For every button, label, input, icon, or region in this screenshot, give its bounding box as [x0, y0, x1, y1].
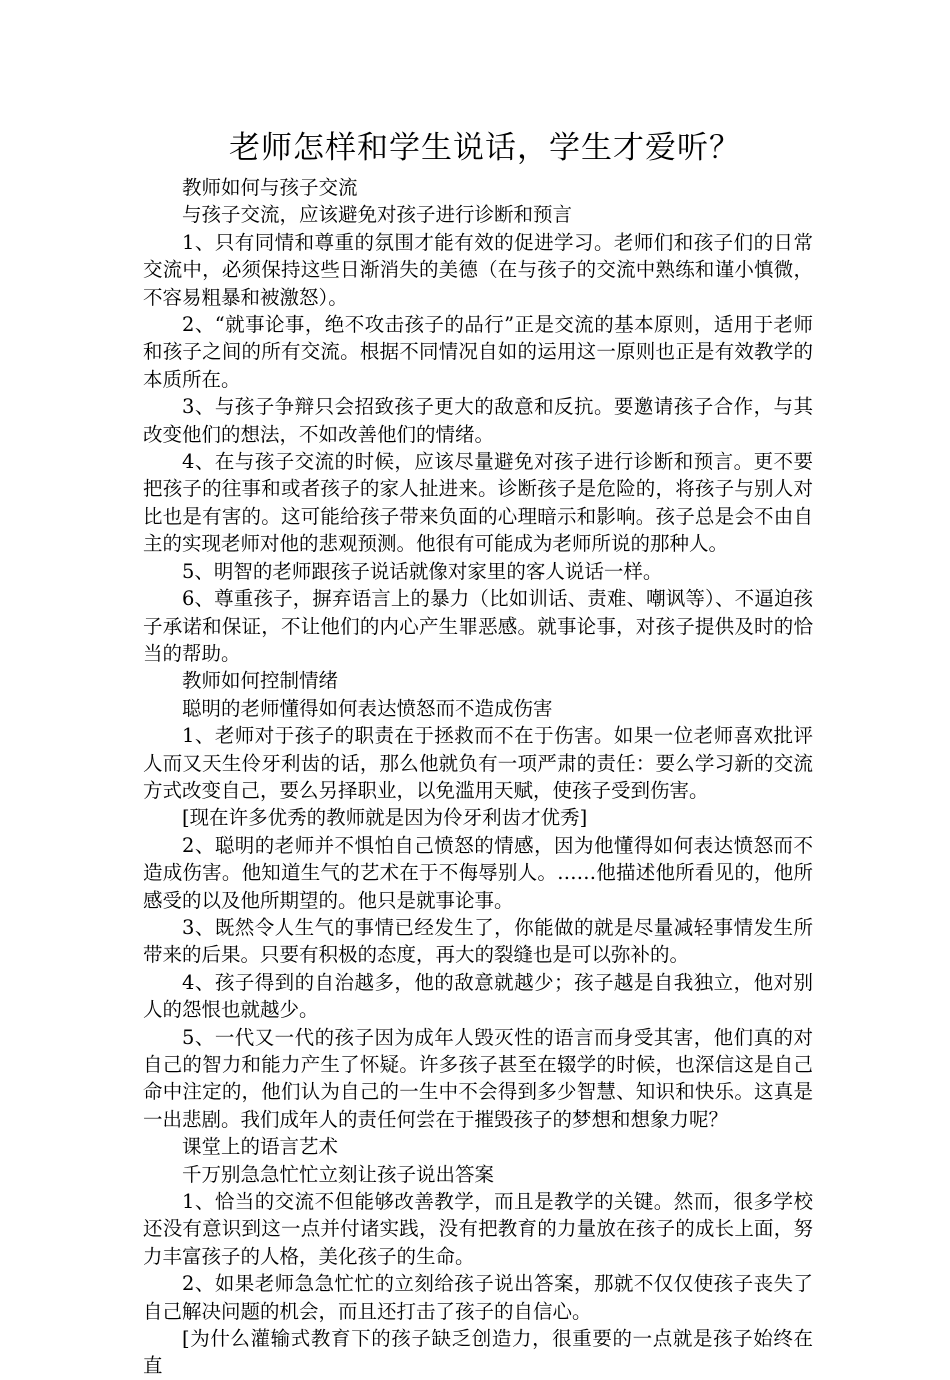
section-heading: 教师如何与孩子交流	[182, 176, 358, 199]
paragraph: 1、老师对于孩子的职责在于拯救而不在于伤害。如果一位老师喜欢批评人而又天生伶牙利齿的话，那么他就负有一项严肃的责任：要么学习新的交流方式改变自己，要么另择职业，以免滥用天赋，使孩子受到伤害。	[143, 724, 813, 802]
document-body	[143, 174, 813, 1380]
paragraph: 2、如果老师急急忙忙的立刻给孩子说出答案，那就不仅仅使孩子丧失了自己解决问题的机会，而且还打击了孩子的自信心。	[143, 1272, 813, 1323]
paragraph: 4、孩子得到的自治越多，他的敌意就越少；孩子越是自我独立，他对别人的怨恨也就越少。	[143, 970, 813, 1022]
paragraph: 5、明智的老师跟孩子说话就像对家里的客人说话一样。	[182, 559, 663, 583]
paragraph: 1、恰当的交流不但能够改善教学，而且是教学的关键。然而，很多学校还没有意识到这一点并付诸实践，没有把教育的力量放在孩子的成长上面，努力丰富孩子的人格，美化孩子的生命。	[143, 1190, 813, 1268]
subheading: 千万别急急忙忙立刻让孩子说出答案	[182, 1162, 495, 1186]
paragraph: 1、只有同情和尊重的氛围才能有效的促进学习。老师们和孩子们的日常交流中，必须保持这些日渐消失的美德（在与孩子的交流中熟练和谨小慎微，不容易粗暴和被激怒）。	[143, 230, 813, 309]
paragraph: 2、“就事论事，绝不攻击孩子的品行”正是交流的基本原则，适用于老师和孩子之间的所有交流。根据不同情况自如的运用这一原则也正是有效教学的本质所在。	[143, 313, 813, 391]
subheading: 聪明的老师懂得如何表达愤怒而不造成伤害	[182, 696, 553, 720]
bracket-note: [为什么灌输式教育下的孩子缺乏创造力，很重要的一点就是孩子始终在直	[143, 1327, 813, 1378]
document-title: 老师怎样和学生说话，学生才爱听？	[229, 130, 741, 166]
section-heading: 课堂上的语言艺术	[182, 1135, 339, 1159]
paragraph: 5、一代又一代的孩子因为成年人毁灭性的语言而身受其害，他们真的对自己的智力和能力产生了怀疑。许多孩子甚至在辍学的时候，也深信这是自己命中注定的，他们认为自己的一生中不会得到多少智慧、知识和快乐。这真是一出悲剧。我们成年人的责任何尝在于摧毁孩子的梦想和想象力呢？	[143, 1025, 813, 1131]
paragraph: 2、聪明的老师并不惧怕自己愤怒的情感，因为他懂得如何表达愤怒而不造成伤害。他知道生气的艺术在于不侮辱别人。……他描述他所看见的，他所感受的以及他所期望的。他只是就事论事。	[143, 833, 813, 912]
bracket-note: [现在许多优秀的教师就是因为伶牙利齿才优秀]	[182, 806, 588, 830]
paragraph: 3、与孩子争辩只会招致孩子更大的敌意和反抗。要邀请孩子合作，与其改变他们的想法，不如改善他们的情绪。	[143, 395, 813, 446]
paragraph: 3、既然令人生气的事情已经发生了，你能做的就是尽量减轻事情发生所带来的后果。只要有积极的态度，再大的裂缝也是可以弥补的。	[143, 915, 813, 967]
section-heading: 教师如何控制情绪	[182, 669, 339, 693]
paragraph: 4、在与孩子交流的时候，应该尽量避免对孩子进行诊断和预言。更不要把孩子的往事和或者孩子的家人扯进来。诊断孩子是危险的，将孩子与别人对比也是有害的。这可能给孩子带来负面的心理暗示和影响。孩子总是会不由自主的实现老师对他的悲观预测。他很有可能成为老师所说的那种人。	[143, 450, 813, 556]
subheading: 与孩子交流，应该避免对孩子进行诊断和预言	[182, 203, 573, 227]
paragraph: 6、尊重孩子，摒弃语言上的暴力（比如训话、责难、嘲讽等）、不逼迫孩子承诺和保证，不让他们的内心产生罪恶感。就事论事，对孩子提供及时的恰当的帮助。	[143, 587, 813, 665]
